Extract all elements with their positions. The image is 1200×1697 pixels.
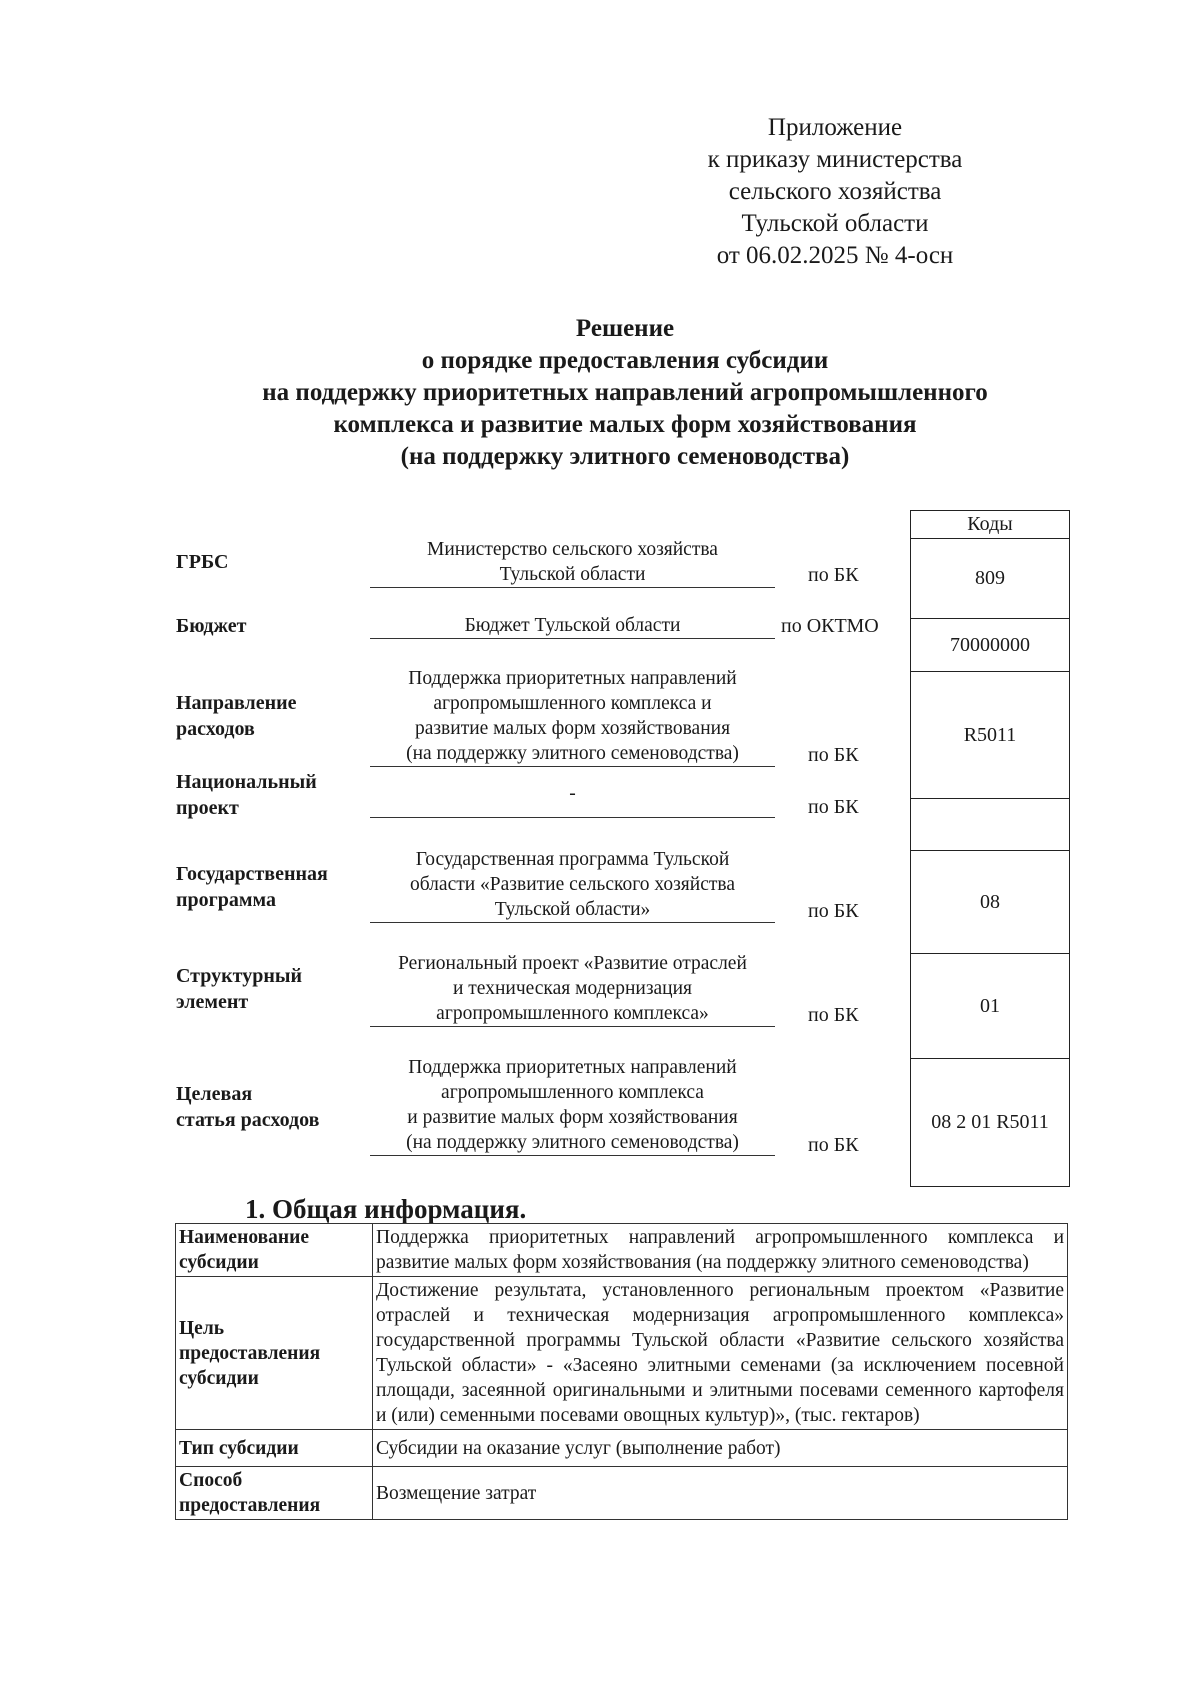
label-line: программа [176,889,276,911]
row-po-grbs: по БК [808,564,859,586]
value-line: - [569,783,576,804]
value-line: агропромышленного комплекса» [436,1003,709,1024]
row-value-structural-element [370,951,775,1027]
value-line: (на поддержку элитного семеноводства) [406,743,739,764]
code-cell-state-program: 08 [911,850,1069,953]
table-row [176,1430,1068,1467]
row-po-budget: по ОКТМО [781,615,879,637]
appendix-line: сельского хозяйства [728,178,942,205]
label-line: проект [176,797,239,819]
title-line: комплекса и развитие малых форм хозяйствования [333,411,917,438]
table-row [176,1277,1068,1430]
appendix-line: к приказу министерства [707,146,963,173]
row-value-grbs [370,537,775,588]
table-value: Поддержка приоритетных направлений агропромышленного комплекса и развитие малых форм хозяйствования (на поддержку элитного семеноводства) [373,1224,1068,1277]
code-cell-target-article: 08 2 01 R5011 [911,1058,1069,1186]
code-cell-expense-direction: R5011 [911,671,1069,798]
value-line: и развитие малых форм хозяйствования [407,1107,738,1128]
appendix-line: от 06.02.2025 № 4-осн [716,242,954,269]
code-cell-budget: 70000000 [911,618,1069,671]
row-po-structural-element: по БК [808,1004,859,1026]
table-key: Способ предоставления [176,1467,373,1520]
row-label-budget [176,613,246,639]
row-label-grbs [176,549,228,575]
row-value-budget [370,613,775,639]
general-info-table [175,1223,1068,1520]
appendix-line: Приложение [767,114,903,141]
title-line: Решение [575,315,675,342]
value-line: агропромышленного комплекса [441,1082,704,1103]
label-line: Бюджет [176,615,247,637]
value-line: и техническая модернизация [452,978,693,999]
row-label-state-program [176,861,328,913]
row-label-target-article [176,1081,319,1133]
codes-header: Коды [967,513,1013,535]
table-key: Цель предоставления субсидии [176,1277,373,1430]
value-line: Поддержка приоритетных направлений [408,1057,737,1078]
label-line: Государственная [176,863,328,885]
label-line: Национальный [176,771,317,793]
row-label-expense-direction [176,690,297,742]
value-line: Поддержка приоритетных направлений [408,668,737,689]
table-key: Наименование субсидии [176,1224,373,1277]
title-line: о порядке предоставления субсидии [421,347,829,374]
value-line: Региональный проект «Развитие отраслей [398,953,747,974]
table-row [176,1224,1068,1277]
table-row [176,1467,1068,1520]
label-line: Направление [176,692,297,714]
label-line: элемент [176,991,249,1013]
label-line: Структурный [176,965,302,987]
row-po-expense-direction: по БК [808,744,859,766]
label-line: расходов [176,718,255,740]
row-label-national-project [176,769,317,821]
section-title: 1. Общая информация. [245,1194,527,1224]
table-value: Субсидии на оказание услуг (выполнение работ) [373,1430,1068,1467]
label-line: ГРБС [176,551,229,573]
row-label-structural-element [176,963,302,1015]
document-title [150,313,1100,473]
row-po-target-article: по БК [808,1134,859,1156]
row-value-state-program [370,847,775,923]
row-value-expense-direction [370,666,775,767]
code-cell-grbs: 809 [911,538,1069,618]
value-line: развитие малых форм хозяйствования [414,718,731,739]
value-line: агропромышленного комплекса и [433,693,712,714]
row-po-national-project: по БК [808,796,859,818]
table-value: Достижение результата, установленного региональным проектом «Развитие отраслей и техническая модернизация агропромышленного комплекса» государственной программы Тульской области «Развитие сельского хозяйства Тульской области» - «Засеяно элитными семенами (за исключением посевной площади, засеянной оригинальными и элитными посевами семенного картофеля и (или) семенными посевами овощных культур)», (тыс. гектаров) [373,1277,1068,1430]
value-line: (на поддержку элитного семеноводства) [406,1132,739,1153]
code-cell-national-project [911,798,1069,850]
code-cell-structural-element: 01 [911,953,1069,1058]
table-key: Тип субсидии [176,1430,373,1467]
title-line: на поддержку приоритетных направлений агропромышленного [262,379,988,406]
appendix-header [640,112,1030,272]
title-line: (на поддержку элитного семеноводства) [400,443,850,470]
value-line: Тульской области» [494,899,651,920]
table-value: Возмещение затрат [373,1467,1068,1520]
label-line: статья расходов [176,1109,320,1131]
row-value-target-article [370,1055,775,1156]
value-line: Тульской области [499,564,646,585]
row-value-national-project [370,781,775,818]
label-line: Целевая [176,1083,253,1105]
value-line: Бюджет Тульской области [464,615,681,636]
value-line: области «Развитие сельского хозяйства [410,874,735,895]
appendix-line: Тульской области [741,210,929,237]
value-line: Государственная программа Тульской [415,849,730,870]
row-po-state-program: по БК [808,900,859,922]
value-line: Министерство сельского хозяйства [427,539,718,560]
codes-column [910,510,1070,1187]
